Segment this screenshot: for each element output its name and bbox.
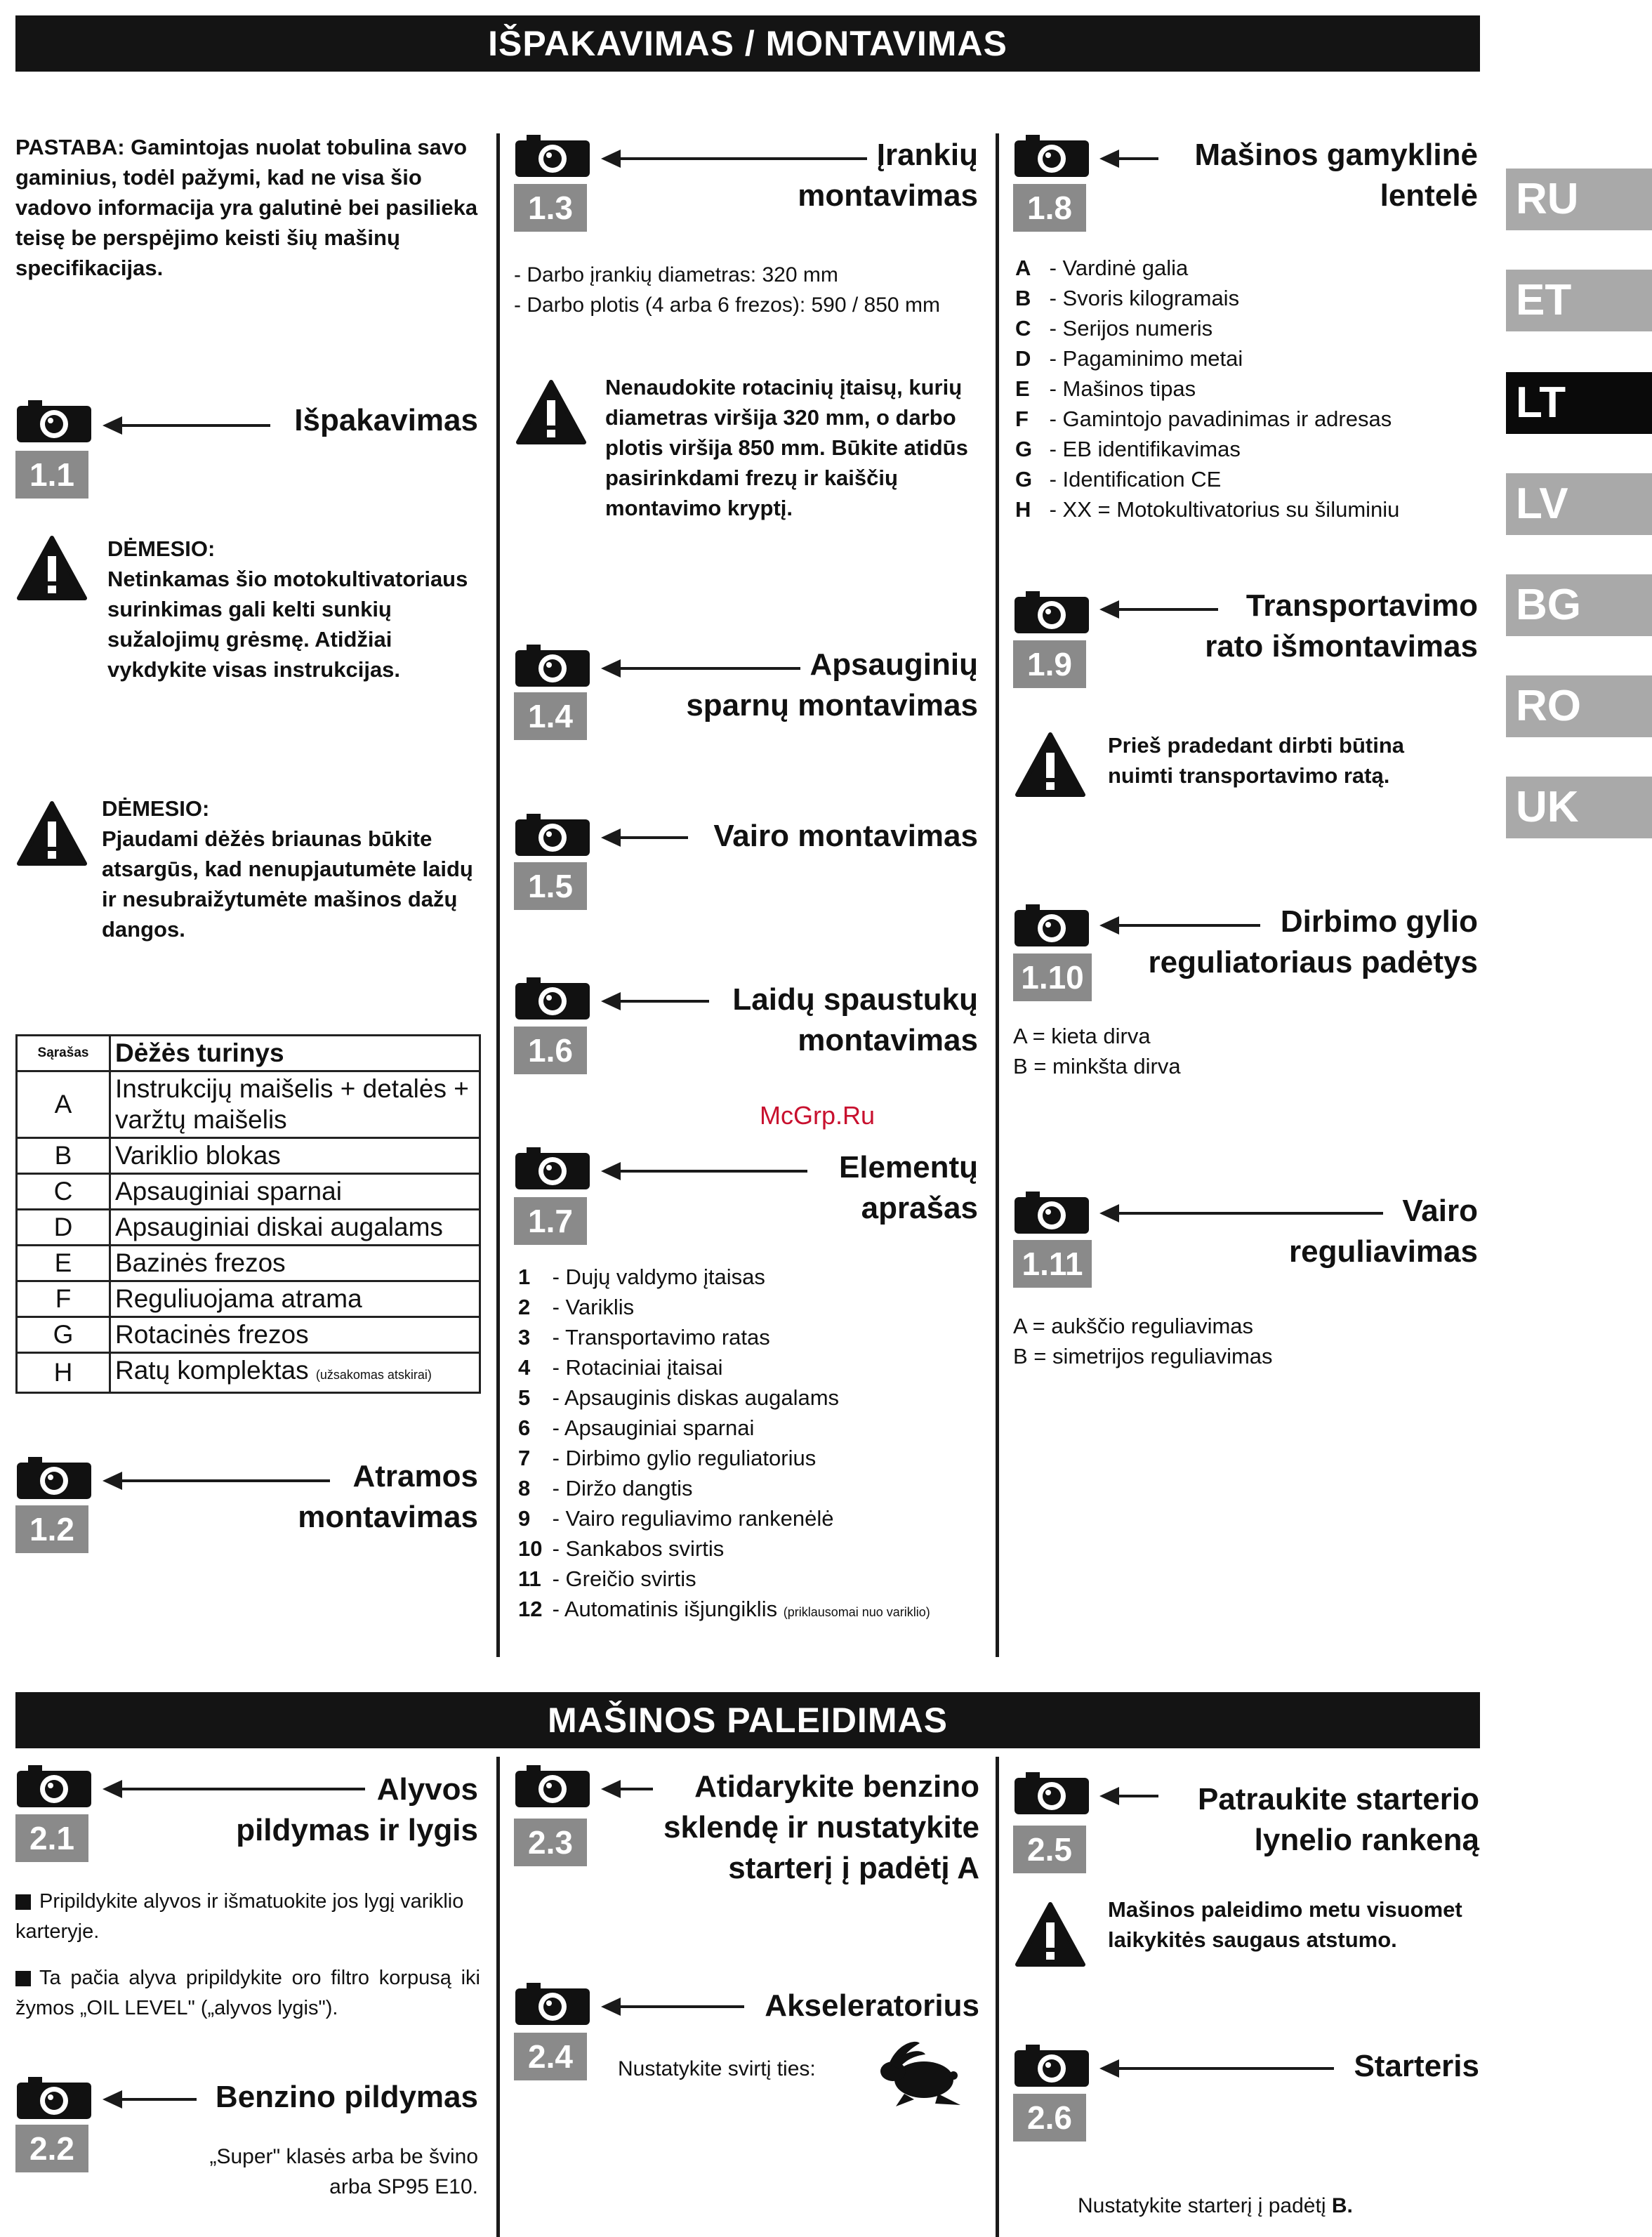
spec-line: - Darbo plotis (4 arba 6 frezos): 590 / 850 mm bbox=[514, 293, 940, 317]
list-item: 12 - Automatinis išjungiklis (priklausomai nuo variklio) bbox=[518, 1597, 930, 1621]
step-title: Akseleratorius bbox=[765, 1988, 979, 2023]
step-title: Laidų spaustukų montavimas bbox=[732, 982, 978, 1057]
camera-icon bbox=[514, 133, 591, 178]
camera-icon bbox=[1013, 1190, 1090, 1235]
camera-icon bbox=[514, 1146, 591, 1191]
rabbit-icon bbox=[876, 2039, 967, 2109]
table-row: C Apsauginiai sparnai bbox=[17, 1174, 480, 1210]
list-item: 11 - Greičio svirtis bbox=[518, 1566, 696, 1591]
column-divider bbox=[496, 1757, 500, 2237]
warning-icon bbox=[1015, 1901, 1085, 1967]
depth-setting-line: A = kieta dirva bbox=[1013, 1024, 1151, 1048]
warning-icon bbox=[17, 800, 87, 866]
bullet-paragraph: Pripildykite alyvos ir išmatuokite jos lygį variklio karteryje. bbox=[15, 1890, 464, 1943]
step-badge: 2.1 bbox=[15, 1814, 88, 1862]
step-title: Patraukite starterio lynelio rankeną bbox=[1197, 1782, 1479, 1857]
step-badge: 1.11 bbox=[1013, 1240, 1092, 1288]
bullet-icon bbox=[15, 1971, 31, 1986]
table-row: B Variklio blokas bbox=[17, 1138, 480, 1174]
list-item: E - Mašinos tipas bbox=[1015, 376, 1196, 401]
step-badge: 2.6 bbox=[1013, 2094, 1086, 2142]
camera-icon bbox=[1013, 903, 1090, 948]
camera-icon bbox=[1013, 133, 1090, 178]
camera-icon bbox=[1013, 1771, 1090, 1816]
section-banner-starting: MAŠINOS PALEIDIMAS bbox=[15, 1692, 1480, 1748]
warning-text: Mašinos paleidimo metu visuomet laikykitės saugaus atstumo. bbox=[1108, 1897, 1462, 1952]
warning-icon bbox=[1015, 732, 1085, 798]
camera-icon bbox=[514, 812, 591, 857]
step-badge: 2.4 bbox=[514, 2033, 587, 2080]
step-badge: 1.5 bbox=[514, 862, 587, 910]
step-badge: 1.9 bbox=[1013, 640, 1086, 688]
step-badge: 2.2 bbox=[15, 2125, 88, 2172]
list-item: D - Pagaminimo metai bbox=[1015, 346, 1243, 371]
arrow-icon bbox=[1102, 608, 1218, 611]
step-badge: 1.2 bbox=[15, 1505, 88, 1553]
list-item: 7 - Dirbimo gylio reguliatorius bbox=[518, 1446, 817, 1470]
components-list bbox=[518, 1262, 989, 1628]
warning-text: Nenaudokite rotacinių įtaisų, kurių diametras viršija 320 mm, o darbo plotis viršija 850 mm. Būkite atidūs pasirinkdami frezų ir kaiščių montavimo kryptį. bbox=[605, 375, 968, 520]
step-badge: 1.6 bbox=[514, 1027, 587, 1074]
column-divider bbox=[496, 133, 500, 1657]
step-badge: 2.5 bbox=[1013, 1826, 1086, 1873]
arrow-icon bbox=[105, 2098, 197, 2101]
bullet-icon bbox=[15, 1894, 31, 1910]
list-item: G - Identification CE bbox=[1015, 467, 1222, 491]
spec-line: - Darbo įrankių diametras: 320 mm bbox=[514, 263, 838, 286]
list-item: 3 - Transportavimo ratas bbox=[518, 1325, 770, 1350]
note-paragraph: PASTABA: Gamintojas nuolat tobulina savo gaminius, todėl pažymi, kad ne visa šio vadovo informacija yra galutinė bei pasilieka teisę be perspėjimo keisti šių mašinų specifikacijas. bbox=[15, 135, 478, 280]
camera-icon bbox=[514, 643, 591, 688]
list-item: 8 - Diržo dangtis bbox=[518, 1476, 693, 1500]
list-item: G - EB identifikavimas bbox=[1015, 437, 1241, 461]
step-badge: 1.3 bbox=[514, 184, 587, 232]
table-header: Sąrašas bbox=[17, 1036, 110, 1071]
camera-icon bbox=[514, 1981, 591, 2026]
watermark: McGrp.Ru bbox=[760, 1101, 875, 1130]
warning-icon bbox=[516, 379, 586, 445]
handlebar-setting-line: A = aukščio reguliavimas bbox=[1013, 1314, 1254, 1338]
arrow-icon bbox=[604, 1170, 807, 1173]
camera-icon bbox=[15, 399, 93, 444]
step-title: Elementų aprašas bbox=[838, 1150, 978, 1225]
step-badge: 1.1 bbox=[15, 451, 88, 499]
step-title: Mašinos gamyklinė lentelė bbox=[1194, 138, 1478, 213]
step-title: Atidarykite benzino sklendę ir nustatykite starterį į padėtį A bbox=[663, 1769, 979, 1885]
list-item: 1 - Dujų valdymo įtaisas bbox=[518, 1265, 765, 1289]
list-item: 10 - Sankabos svirtis bbox=[518, 1536, 725, 1561]
table-row: F Reguliuojama atrama bbox=[17, 1281, 480, 1317]
list-item: 6 - Apsauginiai sparnai bbox=[518, 1416, 755, 1440]
table-row: G Rotacinės frezos bbox=[17, 1317, 480, 1353]
arrow-icon bbox=[604, 836, 688, 839]
camera-icon bbox=[15, 1764, 93, 1809]
fuel-note: „Super" klasės arba be švino arba SP95 E10. bbox=[209, 2145, 478, 2198]
list-item: B - Svoris kilogramais bbox=[1015, 286, 1240, 310]
step-title: Atramos montavimas bbox=[298, 1459, 478, 1534]
list-item: 9 - Vairo reguliavimo rankenėlė bbox=[518, 1506, 834, 1531]
step-title: Vairo montavimas bbox=[713, 819, 978, 853]
list-item: 4 - Rotaciniai įtaisai bbox=[518, 1355, 723, 1380]
arrow-icon bbox=[105, 1479, 330, 1482]
step-badge: 1.8 bbox=[1013, 184, 1086, 232]
step-title: Alyvos pildymas ir lygis bbox=[236, 1772, 478, 1847]
warning-text: DĖMESIO: Pjaudami dėžės briaunas būkite atsargūs, kad nenupjautumėte laidų ir nesubraižytumėte mašinos dažų dangos. bbox=[102, 796, 473, 942]
table-row: H Ratų komplektas (užsakomas atskirai) bbox=[17, 1353, 480, 1393]
camera-icon bbox=[1013, 590, 1090, 635]
section-banner-unpacking: IŠPAKAVIMAS / MONTAVIMAS bbox=[15, 15, 1480, 72]
camera-icon bbox=[1013, 2043, 1090, 2088]
step-title: Benzino pildymas bbox=[215, 2080, 478, 2114]
column-divider bbox=[996, 1757, 999, 2237]
warning-text: DĖMESIO: Netinkamas šio motokultivatoriaus surinkimas gali kelti sunkių sužalojimų grėsmę. Atidžiai vykdykite visas instrukcijas. bbox=[107, 536, 468, 682]
list-item: H - XX = Motokultivatorius su šiluminiu bbox=[1015, 497, 1400, 522]
camera-icon bbox=[514, 1764, 591, 1809]
warning-icon bbox=[17, 535, 87, 601]
nameplate-list bbox=[1015, 253, 1472, 524]
table-row: E Bazinės frezos bbox=[17, 1246, 480, 1281]
list-item: C - Serijos numeris bbox=[1015, 316, 1213, 341]
table-row: D Apsauginiai diskai augalams bbox=[17, 1210, 480, 1246]
step-title: Apsauginių sparnų montavimas bbox=[686, 647, 978, 722]
arrow-icon bbox=[1102, 2067, 1334, 2070]
list-item: A - Vardinė galia bbox=[1015, 256, 1189, 280]
language-tab-et[interactable]: ET bbox=[1506, 270, 1652, 331]
table-row: A Instrukcijų maišelis + detalės + varžtų maišelis bbox=[17, 1071, 480, 1138]
warning-text: Prieš pradedant dirbti būtina nuimti transportavimo ratą. bbox=[1108, 733, 1404, 788]
step-title: Starteris bbox=[1354, 2049, 1479, 2083]
language-tab-bg[interactable]: BG bbox=[1506, 574, 1652, 636]
arrow-icon bbox=[604, 2005, 744, 2008]
step-badge: 1.4 bbox=[514, 692, 587, 740]
list-item: 5 - Apsauginis diskas augalams bbox=[518, 1385, 840, 1410]
step-title: Išpakavimas bbox=[294, 403, 478, 437]
step-title: Transportavimo rato išmontavimas bbox=[1205, 588, 1478, 664]
bullet-paragraph: Ta pačia alyva pripildykite oro filtro korpusą iki žymos „OIL LEVEL" („alyvos lygis"). bbox=[15, 1967, 480, 2019]
starter-instruction: Nustatykite starterį į padėtį B. bbox=[1078, 2194, 1353, 2217]
step-title: Vairo reguliavimas bbox=[1288, 1194, 1478, 1269]
language-tab-ru[interactable]: RU bbox=[1506, 169, 1652, 230]
list-item: F - Gamintojo pavadinimas ir adresas bbox=[1015, 407, 1392, 431]
list-item: 2 - Variklis bbox=[518, 1295, 635, 1319]
camera-icon bbox=[514, 976, 591, 1021]
arrow-icon bbox=[1102, 157, 1158, 160]
step-badge: 1.7 bbox=[514, 1197, 587, 1245]
step-title: Dirbimo gylio reguliatoriaus padėtys bbox=[1148, 904, 1478, 979]
box-contents-table bbox=[15, 1034, 481, 1394]
table-header: Dėžės turinys bbox=[110, 1036, 480, 1071]
throttle-instruction: Nustatykite svirtį ties: bbox=[618, 2057, 816, 2080]
step-badge: 2.3 bbox=[514, 1819, 587, 1866]
step-title: Įrankių montavimas bbox=[798, 138, 978, 213]
camera-icon bbox=[15, 1456, 93, 1500]
language-tab-ro[interactable]: RO bbox=[1506, 675, 1652, 737]
arrow-icon bbox=[604, 1000, 709, 1003]
handlebar-setting-line: B = simetrijos reguliavimas bbox=[1013, 1344, 1273, 1368]
step-badge: 1.10 bbox=[1013, 953, 1092, 1001]
language-tab-lv[interactable]: LV bbox=[1506, 473, 1652, 535]
arrow-icon bbox=[1102, 1795, 1158, 1797]
language-tab-lt[interactable]: LT bbox=[1506, 372, 1652, 434]
column-divider bbox=[996, 133, 999, 1657]
language-tab-uk[interactable]: UK bbox=[1506, 777, 1652, 838]
depth-setting-line: B = minkšta dirva bbox=[1013, 1054, 1181, 1078]
arrow-icon bbox=[105, 424, 270, 427]
arrow-icon bbox=[604, 1788, 653, 1790]
camera-icon bbox=[15, 2076, 93, 2120]
